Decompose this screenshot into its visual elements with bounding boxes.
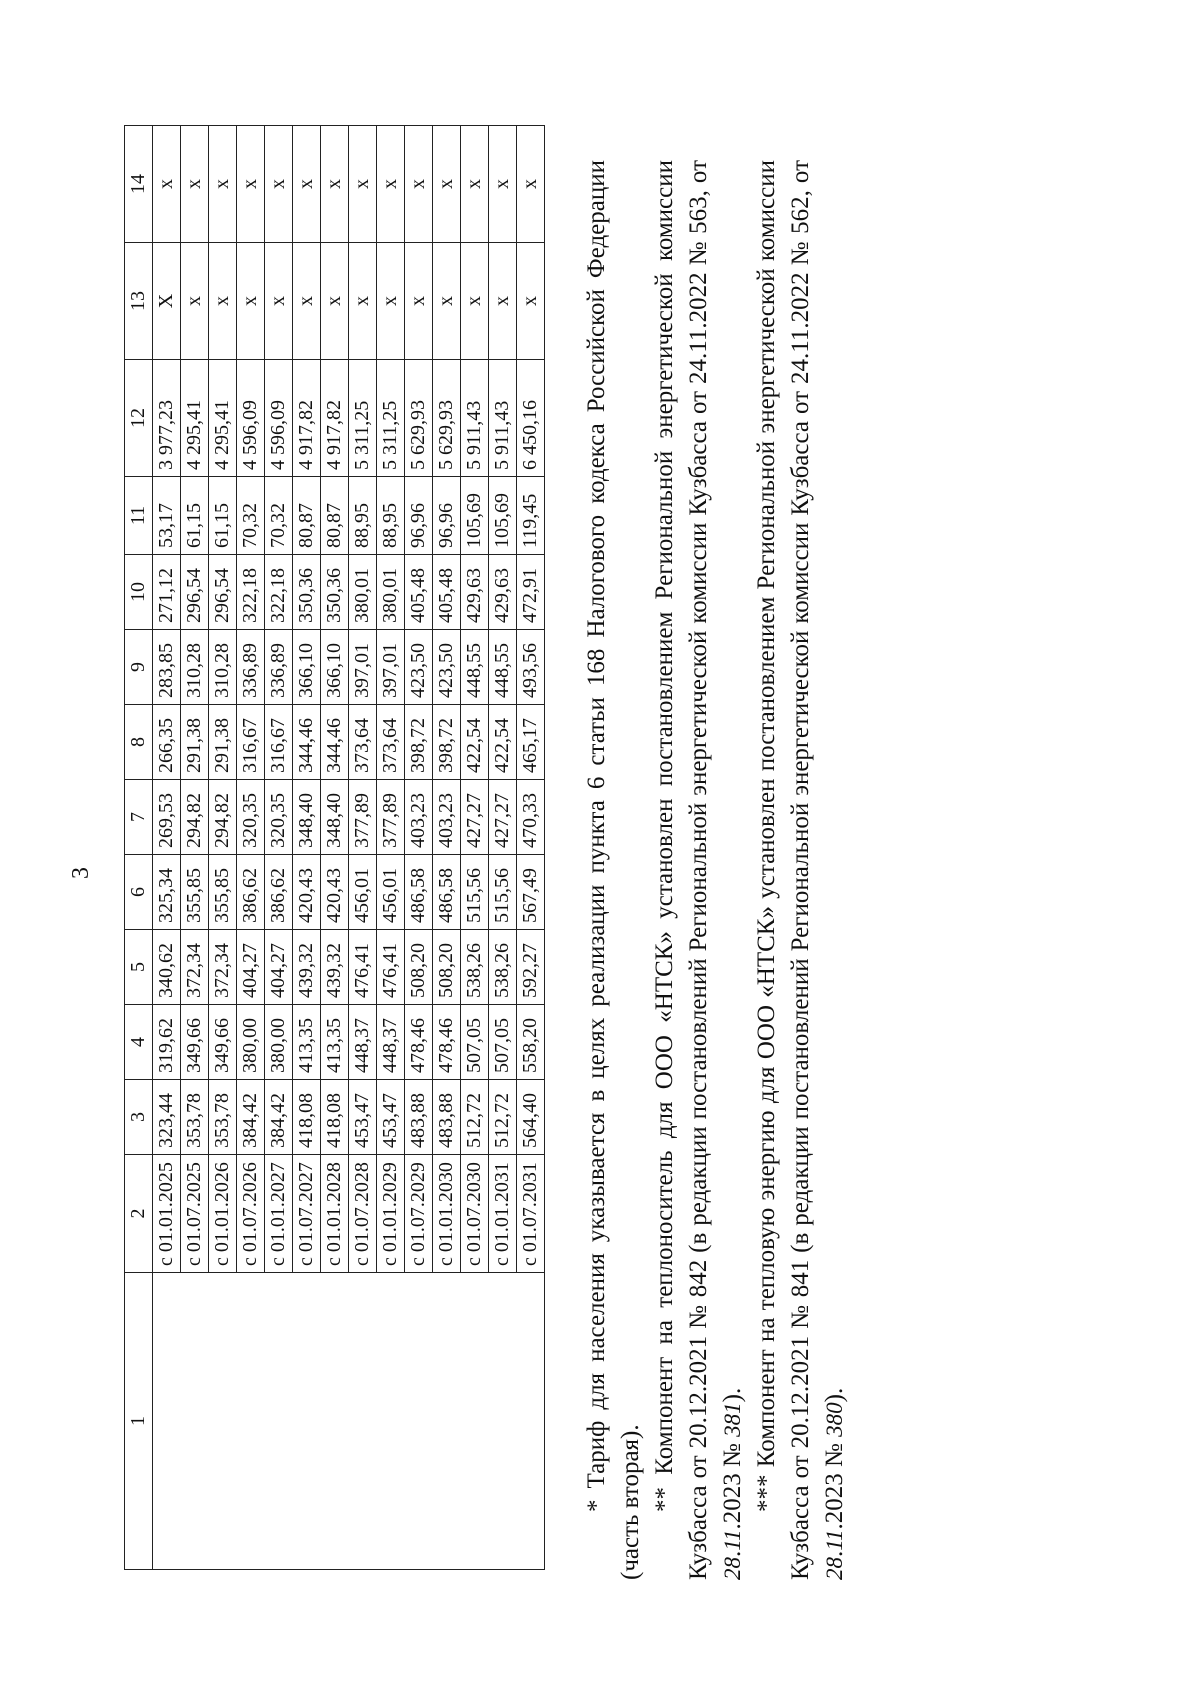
table-cell: 507,05 <box>461 1005 489 1080</box>
table-cell: 508,20 <box>405 930 433 1005</box>
table-cell: 294,82 <box>209 780 237 855</box>
table-cell: с 01.01.2029 <box>377 1155 405 1273</box>
table-cell: 70,32 <box>265 477 293 555</box>
table-cell: 538,26 <box>489 930 517 1005</box>
table-cell: 386,62 <box>237 855 265 930</box>
footnote-3-year: .2023 № <box>821 1436 848 1530</box>
table-cell: 96,96 <box>433 477 461 555</box>
table-cell: 423,50 <box>433 630 461 705</box>
table-cell: 5 629,93 <box>433 360 461 477</box>
table-cell: 478,46 <box>433 1005 461 1080</box>
table-row <box>405 126 433 1570</box>
table-cell: х <box>265 126 293 243</box>
table-cell: 465,17 <box>517 705 545 780</box>
table-cell: 512,72 <box>489 1080 517 1155</box>
column-header: 3 <box>125 1080 153 1155</box>
table-cell: 5 311,25 <box>349 360 377 477</box>
table-cell: 5 629,93 <box>405 360 433 477</box>
table-cell: 4 596,09 <box>265 360 293 477</box>
table-cell: 453,47 <box>377 1080 405 1155</box>
table-cell: х <box>433 126 461 243</box>
footnote-2-end: ). <box>719 1387 746 1403</box>
table-cell: 486,58 <box>433 855 461 930</box>
table-cell: 348,40 <box>293 780 321 855</box>
table-cell: 453,47 <box>349 1080 377 1155</box>
table-cell: 322,18 <box>265 555 293 630</box>
table-cell: х <box>321 243 349 360</box>
table-cell: 439,32 <box>293 930 321 1005</box>
table-cell: 448,37 <box>377 1005 405 1080</box>
table-cell <box>237 1273 265 1570</box>
table-cell: 405,48 <box>405 555 433 630</box>
table-cell: 294,82 <box>181 780 209 855</box>
table-cell: 325,34 <box>153 855 181 930</box>
table-cell: 380,01 <box>377 555 405 630</box>
table-cell <box>377 1273 405 1570</box>
table-cell: с 01.07.2031 <box>517 1155 545 1273</box>
table-cell: х <box>237 126 265 243</box>
table-cell: 316,67 <box>237 705 265 780</box>
table-cell: 483,88 <box>433 1080 461 1155</box>
table-cell: с 01.01.2030 <box>433 1155 461 1273</box>
table-cell: х <box>517 126 545 243</box>
table-cell: 310,28 <box>209 630 237 705</box>
table-cell: 478,46 <box>405 1005 433 1080</box>
table-cell: х <box>265 243 293 360</box>
column-header: 9 <box>125 630 153 705</box>
table-cell <box>321 1273 349 1570</box>
table-cell: 271,12 <box>153 555 181 630</box>
table-cell: х <box>349 126 377 243</box>
footnote-3 <box>750 160 852 1580</box>
table-cell: х <box>237 243 265 360</box>
table-cell: 61,15 <box>209 477 237 555</box>
table-cell: х <box>181 243 209 360</box>
table-cell: 508,20 <box>433 930 461 1005</box>
footnote-3-text: *** Компонент на тепловую энергию для ООО «НТСК» установлен постановлением Региональной энергетической комиссии Кузбасса от 20.12.2021 № 841 (в редакции постановлений Региональной энергетической комиссии Кузбасса от 24.11.2022 № 562, от <box>753 160 814 1580</box>
table-cell: 380,00 <box>237 1005 265 1080</box>
table-cell: 4 295,41 <box>209 360 237 477</box>
table-cell <box>349 1273 377 1570</box>
table-row <box>153 126 181 1570</box>
column-header: 6 <box>125 855 153 930</box>
table-cell: 373,64 <box>377 705 405 780</box>
table-cell: 456,01 <box>377 855 405 930</box>
table-cell: 350,36 <box>321 555 349 630</box>
table-cell: 398,72 <box>433 705 461 780</box>
table-cell: 340,62 <box>153 930 181 1005</box>
table-cell: 512,72 <box>461 1080 489 1155</box>
table-cell: 404,27 <box>237 930 265 1005</box>
table-row <box>517 126 545 1570</box>
table-row <box>321 126 349 1570</box>
table-cell: с 01.07.2025 <box>181 1155 209 1273</box>
table-cell: с 01.07.2026 <box>237 1155 265 1273</box>
table-cell: 349,66 <box>209 1005 237 1080</box>
table-cell: х <box>321 126 349 243</box>
table-cell <box>433 1273 461 1570</box>
table-cell: 355,85 <box>181 855 209 930</box>
table-cell: 291,38 <box>181 705 209 780</box>
table-cell: 380,00 <box>265 1005 293 1080</box>
table-cell: 310,28 <box>181 630 209 705</box>
table-cell: 398,72 <box>405 705 433 780</box>
table-cell: 403,23 <box>405 780 433 855</box>
table-cell: 5 311,25 <box>377 360 405 477</box>
table-row <box>377 126 405 1570</box>
table-cell: 515,56 <box>461 855 489 930</box>
table-cell: 427,27 <box>489 780 517 855</box>
table-cell: 6 450,16 <box>517 360 545 477</box>
column-header: 12 <box>125 360 153 477</box>
table-cell: 96,96 <box>405 477 433 555</box>
table-cell: 353,78 <box>209 1080 237 1155</box>
table-row <box>349 126 377 1570</box>
table-cell: 283,85 <box>153 630 181 705</box>
footnote-2-text: ** Компонент на теплоноситель для ООО «НТСК» установлен постановлением Региональной энергетической комиссии Кузбасса от 20.12.2021 № 842 (в редакции постановлений Региональной энергетической комиссии Кузбасса от 24.11.2022 № 563, от <box>651 160 712 1580</box>
handwritten-day: 28 <box>822 1557 847 1580</box>
handwritten-day: 28 <box>720 1557 745 1580</box>
table-cell: 418,08 <box>321 1080 349 1155</box>
table-cell: 404,27 <box>265 930 293 1005</box>
table-cell <box>405 1273 433 1570</box>
table-cell: х <box>293 243 321 360</box>
table-cell: 476,41 <box>349 930 377 1005</box>
table-cell: с 01.01.2025 <box>153 1155 181 1273</box>
table-cell: х <box>489 126 517 243</box>
table-row <box>209 126 237 1570</box>
table-cell: 418,08 <box>293 1080 321 1155</box>
table-cell: 80,87 <box>321 477 349 555</box>
table-cell: с 01.01.2027 <box>265 1155 293 1273</box>
table-cell: с 01.01.2026 <box>209 1155 237 1273</box>
date-separator: . <box>821 1550 848 1557</box>
footnote-2-year: .2023 № <box>719 1436 746 1530</box>
table-cell <box>181 1273 209 1570</box>
table-cell: х <box>181 126 209 243</box>
table-cell <box>209 1273 237 1570</box>
footnotes <box>580 160 852 1580</box>
column-header: 4 <box>125 1005 153 1080</box>
table-cell: 323,44 <box>153 1080 181 1155</box>
table-cell: 291,38 <box>209 705 237 780</box>
table-cell: 350,36 <box>293 555 321 630</box>
column-header: 7 <box>125 780 153 855</box>
table-cell: 413,35 <box>321 1005 349 1080</box>
table-cell: с 01.01.2028 <box>321 1155 349 1273</box>
table-cell: 515,56 <box>489 855 517 930</box>
table-cell: 397,01 <box>349 630 377 705</box>
table-cell: 88,95 <box>377 477 405 555</box>
table-cell: 319,62 <box>153 1005 181 1080</box>
footnote-3-end: ). <box>821 1387 848 1403</box>
table-cell: 538,26 <box>461 930 489 1005</box>
table-cell: 377,89 <box>377 780 405 855</box>
table-cell: 422,54 <box>461 705 489 780</box>
table-row <box>461 126 489 1570</box>
handwritten-month: 11 <box>822 1529 847 1551</box>
table-cell: х <box>153 126 181 243</box>
table-cell: 344,46 <box>321 705 349 780</box>
table-cell: 472,91 <box>517 555 545 630</box>
table-cell: х <box>405 126 433 243</box>
table-row <box>237 126 265 1570</box>
footnote-1: * Тариф для населения указывается в целях реализации пункта 6 статьи 168 Налогового кодекса Российской Федерации (часть вторая). <box>583 160 644 1580</box>
table-cell <box>293 1273 321 1570</box>
table-row <box>265 126 293 1570</box>
table-cell: 322,18 <box>237 555 265 630</box>
table-cell: 353,78 <box>181 1080 209 1155</box>
table-cell: 448,37 <box>349 1005 377 1080</box>
table-cell: 413,35 <box>293 1005 321 1080</box>
table-cell <box>265 1273 293 1570</box>
table-cell: 448,55 <box>461 630 489 705</box>
table-cell: с 01.07.2028 <box>349 1155 377 1273</box>
table-cell: 564,40 <box>517 1080 545 1155</box>
column-header: 11 <box>125 477 153 555</box>
table-cell: X <box>153 243 181 360</box>
table-cell: 429,63 <box>489 555 517 630</box>
table-cell: 296,54 <box>209 555 237 630</box>
table-cell: 88,95 <box>349 477 377 555</box>
tariff-table <box>124 125 545 1570</box>
table-cell: 386,62 <box>265 855 293 930</box>
table-cell: 422,54 <box>489 705 517 780</box>
table-row <box>181 126 209 1570</box>
column-header: 8 <box>125 705 153 780</box>
column-header: 2 <box>125 1155 153 1273</box>
table-cell: с 01.07.2027 <box>293 1155 321 1273</box>
table-cell: 372,34 <box>181 930 209 1005</box>
table-cell: 420,43 <box>293 855 321 930</box>
table-cell: 349,66 <box>181 1005 209 1080</box>
table-cell: 470,33 <box>517 780 545 855</box>
table-cell: 4 917,82 <box>321 360 349 477</box>
table-cell: х <box>517 243 545 360</box>
table-cell: 266,35 <box>153 705 181 780</box>
table-cell: 373,64 <box>349 705 377 780</box>
handwritten-number: 380 <box>822 1402 847 1437</box>
table-row <box>293 126 321 1570</box>
table-cell: х <box>433 243 461 360</box>
table-cell: 70,32 <box>237 477 265 555</box>
table-cell: 105,69 <box>489 477 517 555</box>
table-cell: х <box>461 126 489 243</box>
table-cell: х <box>293 126 321 243</box>
table-cell: 316,67 <box>265 705 293 780</box>
table-cell: 80,87 <box>293 477 321 555</box>
table-cell: с 01.07.2030 <box>461 1155 489 1273</box>
table-cell: 355,85 <box>209 855 237 930</box>
table-cell: 507,05 <box>489 1005 517 1080</box>
table-cell: 483,88 <box>405 1080 433 1155</box>
date-separator: . <box>719 1550 746 1557</box>
column-header: 13 <box>125 243 153 360</box>
table-cell: 403,23 <box>433 780 461 855</box>
table-row <box>489 126 517 1570</box>
table-row <box>433 126 461 1570</box>
table-cell: 380,01 <box>349 555 377 630</box>
table-cell: 405,48 <box>433 555 461 630</box>
table-cell: с 01.01.2031 <box>489 1155 517 1273</box>
table-header <box>125 126 153 1570</box>
table-cell: 320,35 <box>237 780 265 855</box>
table-cell: 5 911,43 <box>489 360 517 477</box>
table-cell: х <box>209 126 237 243</box>
table-cell: 456,01 <box>349 855 377 930</box>
handwritten-month: 11 <box>720 1529 745 1551</box>
table-cell: 366,10 <box>321 630 349 705</box>
table-cell: 4 917,82 <box>293 360 321 477</box>
table-cell: 427,27 <box>461 780 489 855</box>
table-cell: 439,32 <box>321 930 349 1005</box>
table-cell: 4 295,41 <box>181 360 209 477</box>
table-cell: 423,50 <box>405 630 433 705</box>
table-cell: 344,46 <box>293 705 321 780</box>
table-cell: х <box>377 126 405 243</box>
table-cell: с 01.07.2029 <box>405 1155 433 1273</box>
table-cell: 377,89 <box>349 780 377 855</box>
table-cell: 493,56 <box>517 630 545 705</box>
column-header: 14 <box>125 126 153 243</box>
table-cell <box>489 1273 517 1570</box>
table-cell: 476,41 <box>377 930 405 1005</box>
table-cell: 336,89 <box>265 630 293 705</box>
table-cell: х <box>405 243 433 360</box>
table-cell <box>517 1273 545 1570</box>
table-cell: 397,01 <box>377 630 405 705</box>
table-cell <box>153 1273 181 1570</box>
table-cell: 366,10 <box>293 630 321 705</box>
column-header: 1 <box>125 1273 153 1570</box>
table-cell: х <box>377 243 405 360</box>
column-header: 5 <box>125 930 153 1005</box>
table-cell: 336,89 <box>237 630 265 705</box>
handwritten-number: 381 <box>720 1402 745 1437</box>
table-cell: 53,17 <box>153 477 181 555</box>
table-cell: 61,15 <box>181 477 209 555</box>
table-cell: 384,42 <box>237 1080 265 1155</box>
table-cell: 384,42 <box>265 1080 293 1155</box>
table-cell: 486,58 <box>405 855 433 930</box>
table-cell: 592,27 <box>517 930 545 1005</box>
table-cell: 296,54 <box>181 555 209 630</box>
table-cell: 105,69 <box>461 477 489 555</box>
table-cell: х <box>209 243 237 360</box>
column-header: 10 <box>125 555 153 630</box>
table-cell: 348,40 <box>321 780 349 855</box>
header-row <box>125 126 153 1570</box>
table-cell: 420,43 <box>321 855 349 930</box>
table-cell: 3 977,23 <box>153 360 181 477</box>
table-cell: 558,20 <box>517 1005 545 1080</box>
table-cell: 269,53 <box>153 780 181 855</box>
table-cell: 448,55 <box>489 630 517 705</box>
table-cell: 320,35 <box>265 780 293 855</box>
footnote-2 <box>648 160 750 1580</box>
table-cell: х <box>461 243 489 360</box>
table-cell: 4 596,09 <box>237 360 265 477</box>
table-cell: 567,49 <box>517 855 545 930</box>
table-cell: 372,34 <box>209 930 237 1005</box>
table-cell: 429,63 <box>461 555 489 630</box>
table-cell: 5 911,43 <box>461 360 489 477</box>
table-cell: х <box>489 243 517 360</box>
table-cell: 119,45 <box>517 477 545 555</box>
table-cell: х <box>349 243 377 360</box>
table-body <box>153 126 545 1570</box>
page-number: 3 <box>68 867 94 879</box>
table-cell <box>461 1273 489 1570</box>
